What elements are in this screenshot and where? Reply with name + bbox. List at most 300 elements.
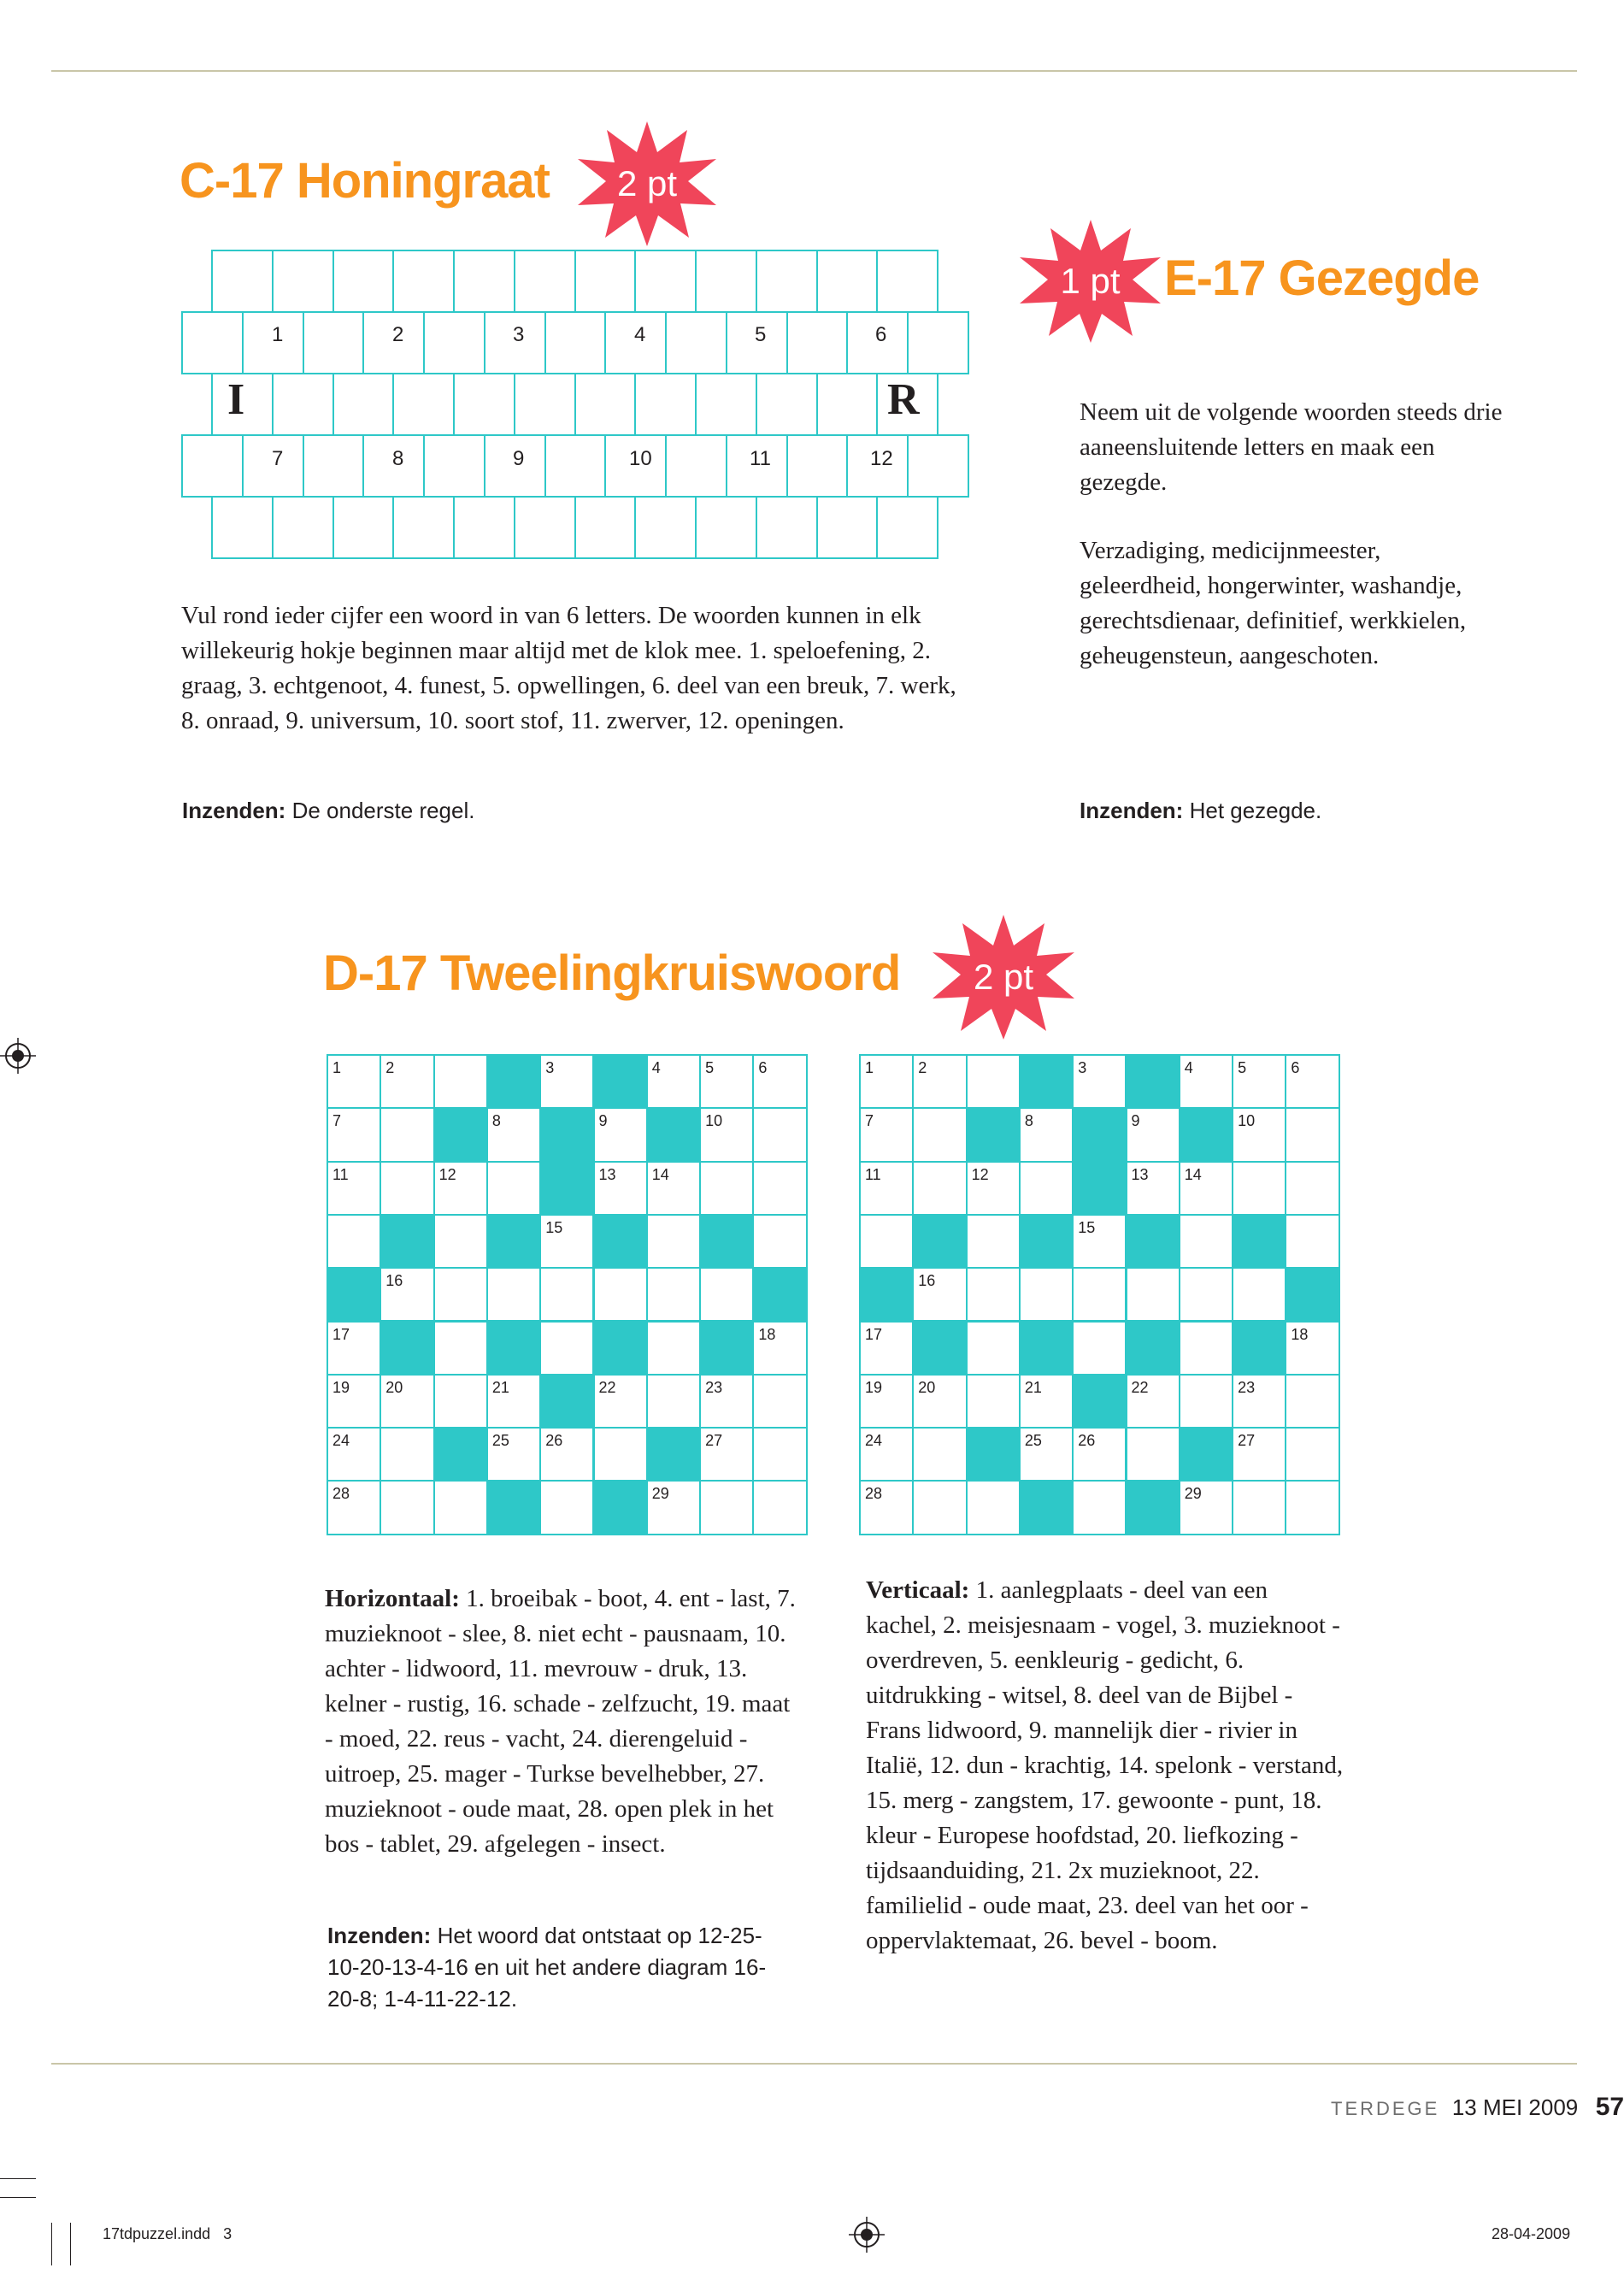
- crossword-number: 21: [491, 1378, 509, 1396]
- crossword-cell[interactable]: [1232, 1054, 1286, 1109]
- crossword-number: 24: [865, 1432, 883, 1450]
- crossword-cell[interactable]: [433, 1054, 488, 1109]
- crossword-cell[interactable]: [380, 1054, 434, 1109]
- crossword-cell[interactable]: [327, 1321, 381, 1376]
- c17-send-text: De onderste regel.: [291, 798, 475, 823]
- crossword-cell[interactable]: [593, 1161, 648, 1216]
- honeycomb-cell[interactable]: [392, 250, 455, 313]
- d17-points-badge: [927, 913, 1080, 1041]
- crossword-number: 29: [1184, 1485, 1202, 1503]
- crossword-cell[interactable]: [966, 1374, 1021, 1429]
- honeycomb-cell[interactable]: [665, 434, 727, 498]
- crop-mark-v: [51, 2223, 52, 2265]
- honeycomb-cell[interactable]: [514, 373, 576, 436]
- honeycomb-cell[interactable]: [272, 250, 334, 313]
- crossword-cell[interactable]: [859, 1480, 914, 1535]
- honeycomb-cell[interactable]: [332, 373, 395, 436]
- e17-intro: Neem uit de volgende woorden steeds drie aaneensluitende letters en maak een gezegde.: [1080, 398, 1503, 496]
- honeycomb-number: 12: [870, 447, 893, 470]
- crossword-number: 15: [1078, 1218, 1096, 1236]
- honeycomb-number: 2: [392, 323, 404, 346]
- honeycomb-cell[interactable]: [634, 496, 697, 559]
- crossword-cell[interactable]: [539, 1214, 594, 1269]
- honeycomb-cell[interactable]: [907, 311, 969, 374]
- crossword-cell[interactable]: [1072, 1321, 1127, 1376]
- crossword-cell[interactable]: [699, 1054, 754, 1109]
- crossword-cell[interactable]: [752, 1054, 807, 1109]
- crossword-number: 17: [865, 1325, 883, 1343]
- crossword-block: [380, 1214, 434, 1269]
- crossword-cell[interactable]: [380, 1161, 434, 1216]
- crossword-number: 13: [1131, 1165, 1149, 1183]
- honeycomb-cell[interactable]: [423, 434, 485, 498]
- crossword-number: 16: [918, 1272, 936, 1290]
- honeycomb-number: 6: [875, 323, 887, 346]
- crossword-block: [646, 1427, 701, 1482]
- crossword-block: [1179, 1427, 1233, 1482]
- crop-mark-v2: [70, 2223, 71, 2265]
- crossword-cell[interactable]: [1126, 1427, 1180, 1482]
- honeycomb-cell[interactable]: [181, 311, 244, 374]
- crossword-number: 2: [918, 1059, 927, 1076]
- crossword-cell[interactable]: [1232, 1374, 1286, 1429]
- honeycomb-cell[interactable]: [574, 250, 637, 313]
- crossword-cell[interactable]: [1285, 1161, 1339, 1216]
- crossword-cell[interactable]: [1072, 1427, 1127, 1482]
- crossword-cell[interactable]: [593, 1427, 648, 1482]
- crossword-cell[interactable]: [539, 1427, 594, 1482]
- crossword-cell[interactable]: [1019, 1427, 1074, 1482]
- crossword-cell[interactable]: [380, 1374, 434, 1429]
- crossword-block: [1072, 1107, 1127, 1162]
- honeycomb-cell[interactable]: [453, 373, 515, 436]
- crossword-cell[interactable]: [1285, 1480, 1339, 1535]
- crossword-cell[interactable]: [539, 1054, 594, 1109]
- crossword-cell[interactable]: [1179, 1054, 1233, 1109]
- crossword-block: [646, 1107, 701, 1162]
- crossword-cell[interactable]: [859, 1107, 914, 1162]
- honeycomb-cell[interactable]: [816, 496, 879, 559]
- honeycomb-cell[interactable]: [907, 434, 969, 498]
- crossword-cell[interactable]: [912, 1161, 967, 1216]
- crossword-grid-right: [859, 1054, 1339, 1534]
- crossword-cell[interactable]: [1072, 1267, 1127, 1322]
- crossword-block: [593, 1321, 648, 1376]
- honeycomb-cell[interactable]: [634, 373, 697, 436]
- crossword-grid-left: [327, 1054, 806, 1534]
- crossword-block: [433, 1107, 488, 1162]
- footer-date: 13 MEI 2009: [1451, 2094, 1579, 2120]
- crossword-block: [966, 1107, 1021, 1162]
- crossword-number: 2: [385, 1059, 395, 1076]
- crossword-cell[interactable]: [1232, 1480, 1286, 1535]
- crossword-cell[interactable]: [966, 1161, 1021, 1216]
- crossword-cell[interactable]: [1126, 1374, 1180, 1429]
- crossword-cell[interactable]: [1285, 1427, 1339, 1482]
- vertical-text: 1. aanlegplaats - deel van een kachel, 2. meisjesnaam - vogel, 3. muzieknoot - overdreven, 5. eenkleurig - gedicht, 6. uitdrukking - witsel, 8. deel van de Bijbel - Frans lidwoord, 9. mannelijk dier - rivier in Italië, 12. dun - krachtig, 14. spelonk - verstand, 15. merg - zangstem, 17. gewoonte - punt, 18. kleur - Europese hoofdstad, 20. liefkozing - tijdsaanduiding, 21. 2x muzieknoot, 22. familielid - oude maat, 23. deel van het oor - oppervlaktemaat, 26. bevel - boom.: [866, 1576, 1344, 1954]
- crossword-block: [752, 1267, 807, 1322]
- footer-magazine: TERDEGE: [1331, 2098, 1440, 2119]
- honeycomb-cell[interactable]: [756, 250, 818, 313]
- crossword-number: 29: [651, 1485, 669, 1503]
- crossword-number: 5: [705, 1059, 715, 1076]
- crossword-number: 17: [332, 1325, 350, 1343]
- slug-date: 28-04-2009: [1492, 2225, 1571, 2242]
- crossword-number: 16: [385, 1272, 403, 1290]
- crossword-number: 19: [332, 1378, 350, 1396]
- honeycomb-cell[interactable]: [695, 373, 757, 436]
- crossword-number: 23: [1238, 1378, 1256, 1396]
- crossword-number: 20: [918, 1378, 936, 1396]
- crossword-block: [1019, 1214, 1074, 1269]
- crossword-number: 11: [865, 1165, 881, 1183]
- honeycomb-cell[interactable]: [876, 496, 939, 559]
- crossword-block: [539, 1107, 594, 1162]
- crossword-cell[interactable]: [327, 1054, 381, 1109]
- crossword-cell[interactable]: [1285, 1321, 1339, 1376]
- crossword-cell[interactable]: [752, 1214, 807, 1269]
- crossword-cell[interactable]: [1232, 1427, 1286, 1482]
- crossword-cell[interactable]: [646, 1054, 701, 1109]
- d17-send: [327, 1920, 793, 2015]
- crossword-cell[interactable]: [433, 1374, 488, 1429]
- crossword-cell[interactable]: [646, 1374, 701, 1429]
- crossword-cell[interactable]: [699, 1267, 754, 1322]
- honeycomb-cell[interactable]: [574, 496, 637, 559]
- honeycomb-number: 11: [750, 447, 771, 470]
- crossword-cell[interactable]: [380, 1267, 434, 1322]
- honeycomb-number: 3: [513, 323, 525, 346]
- crossword-cell[interactable]: [912, 1374, 967, 1429]
- crossword-block: [593, 1480, 648, 1535]
- honeycomb-cell[interactable]: [544, 311, 607, 374]
- crossword-block: [1126, 1480, 1180, 1535]
- crossword-cell[interactable]: [327, 1374, 381, 1429]
- crossword-cell[interactable]: [327, 1107, 381, 1162]
- crossword-number: 3: [1078, 1059, 1087, 1076]
- honeycomb-cell[interactable]: [695, 250, 757, 313]
- honeycomb-cell[interactable]: [514, 250, 576, 313]
- honeycomb-cell[interactable]: [695, 496, 757, 559]
- crossword-number: 28: [332, 1485, 350, 1503]
- e17-send: [1080, 795, 1507, 827]
- c17-send: [182, 795, 951, 827]
- crossword-cell[interactable]: [380, 1427, 434, 1482]
- crossword-cell[interactable]: [327, 1161, 381, 1216]
- crossword-cell[interactable]: [1019, 1374, 1074, 1429]
- horizontal-label: Horizontaal:: [325, 1585, 460, 1612]
- honeycomb-cell[interactable]: [392, 496, 455, 559]
- crossword-number: 12: [971, 1165, 989, 1183]
- crossword-cell[interactable]: [752, 1427, 807, 1482]
- crossword-cell[interactable]: [966, 1321, 1021, 1376]
- crossword-number: 28: [865, 1485, 883, 1503]
- crossword-cell[interactable]: [859, 1427, 914, 1482]
- crossword-number: 8: [1024, 1112, 1033, 1130]
- crossword-cell[interactable]: [1072, 1480, 1127, 1535]
- crossword-block: [1179, 1107, 1233, 1162]
- crossword-cell[interactable]: [646, 1161, 701, 1216]
- crossword-cell[interactable]: [752, 1107, 807, 1162]
- crossword-cell[interactable]: [1285, 1374, 1339, 1429]
- crossword-block: [1285, 1267, 1339, 1322]
- crossword-block: [593, 1214, 648, 1269]
- crossword-cell[interactable]: [539, 1267, 594, 1322]
- crossword-number: 25: [491, 1432, 509, 1450]
- crossword-cell[interactable]: [1232, 1267, 1286, 1322]
- d17-send-text: Het woord dat ontstaat op 12-25-10-20-13-4-16 en uit het andere diagram 16-20-8; 1-4-11-22-12.: [327, 1923, 767, 2012]
- crossword-number: 25: [1024, 1432, 1042, 1450]
- crossword-block: [1019, 1054, 1074, 1109]
- crossword-cell[interactable]: [699, 1427, 754, 1482]
- honeycomb-cell[interactable]: [514, 496, 576, 559]
- crossword-cell[interactable]: [433, 1480, 488, 1535]
- crossword-number: 24: [332, 1432, 350, 1450]
- crossword-cell[interactable]: [1232, 1161, 1286, 1216]
- crossword-cell[interactable]: [593, 1267, 648, 1322]
- crossword-cell[interactable]: [1285, 1107, 1339, 1162]
- crossword-cell[interactable]: [1179, 1214, 1233, 1269]
- crossword-block: [912, 1214, 967, 1269]
- crossword-cell[interactable]: [1019, 1107, 1074, 1162]
- crossword-number: 18: [758, 1325, 776, 1343]
- crossword-number: 14: [651, 1165, 669, 1183]
- honeycomb-cell[interactable]: [332, 496, 395, 559]
- crossword-cell[interactable]: [327, 1427, 381, 1482]
- honeycomb-cell[interactable]: [303, 434, 365, 498]
- honeycomb-number: 1: [272, 323, 284, 346]
- crossword-cell[interactable]: [646, 1321, 701, 1376]
- crossword-cell[interactable]: [1019, 1161, 1074, 1216]
- crossword-cell[interactable]: [1285, 1054, 1339, 1109]
- slug-file: 17tdpuzzel.indd 3: [103, 2225, 232, 2242]
- crossword-number: 1: [865, 1059, 874, 1076]
- c17-title: C-17 Honingraat: [179, 153, 550, 209]
- crossword-number: 11: [332, 1165, 349, 1183]
- crossword-number: 4: [1184, 1059, 1193, 1076]
- honeycomb-cell[interactable]: [756, 496, 818, 559]
- crossword-number: 12: [438, 1165, 456, 1183]
- honeycomb-cell[interactable]: [756, 373, 818, 436]
- crossword-cell[interactable]: [966, 1480, 1021, 1535]
- honeycomb-cell[interactable]: [876, 250, 939, 313]
- honeycomb-cell[interactable]: [816, 373, 879, 436]
- honeycomb-cell[interactable]: [544, 434, 607, 498]
- crossword-cell[interactable]: [912, 1107, 967, 1162]
- e17-send-label: Inzenden:: [1080, 798, 1184, 823]
- crossword-number: 9: [598, 1112, 608, 1130]
- crossword-block: [912, 1321, 967, 1376]
- crossword-number: 21: [1024, 1378, 1042, 1396]
- honeycomb-cell[interactable]: [665, 311, 727, 374]
- d17-points-text: 2 pt: [973, 957, 1034, 997]
- top-rule: [51, 70, 1577, 72]
- crossword-number: 6: [1291, 1059, 1300, 1076]
- honeycomb-cell[interactable]: [272, 496, 334, 559]
- crossword-number: 18: [1291, 1325, 1309, 1343]
- crossword-number: 5: [1238, 1059, 1247, 1076]
- crossword-cell[interactable]: [646, 1480, 701, 1535]
- crossword-cell[interactable]: [539, 1321, 594, 1376]
- crossword-cell[interactable]: [1285, 1214, 1339, 1269]
- e17-points-text: 1 pt: [1060, 261, 1121, 301]
- crossword-cell[interactable]: [539, 1480, 594, 1535]
- crossword-number: 7: [865, 1112, 874, 1130]
- crossword-number: 4: [651, 1059, 661, 1076]
- crossword-cell[interactable]: [1019, 1267, 1074, 1322]
- d17-title: D-17 Tweelingkruiswoord: [323, 946, 901, 1001]
- crossword-number: 22: [598, 1378, 616, 1396]
- honeycomb-cell[interactable]: [453, 250, 515, 313]
- crossword-cell[interactable]: [859, 1161, 914, 1216]
- crossword-block: [966, 1427, 1021, 1482]
- crossword-cell[interactable]: [752, 1374, 807, 1429]
- crossword-block: [486, 1054, 541, 1109]
- honeycomb-cell[interactable]: [786, 434, 849, 498]
- crossword-number: 9: [1131, 1112, 1140, 1130]
- crossword-cell[interactable]: [859, 1321, 914, 1376]
- crossword-cell[interactable]: [912, 1267, 967, 1322]
- c17-instructions: Vul rond ieder cijfer een woord in van 6 letters. De woorden kunnen in elk willekeurig hokje beginnen maar altijd met de klok mee. 1. speloefening, 2. graag, 3. echtgenoot, 4. funest, 5. opwellingen, 6. deel van een breuk, 7. werk, 8. onraad, 9. universum, 10. soort stof, 11. zwerver, 12. openingen.: [181, 602, 956, 734]
- honeycomb-cell[interactable]: [181, 434, 244, 498]
- honeycomb-letter-right: R: [887, 375, 920, 424]
- crossword-cell[interactable]: [699, 1374, 754, 1429]
- honeycomb-cell[interactable]: [211, 250, 274, 313]
- crossword-block: [1126, 1054, 1180, 1109]
- footer: [1331, 2093, 1624, 2122]
- crossword-cell[interactable]: [1232, 1107, 1286, 1162]
- crossword-cell[interactable]: [966, 1054, 1021, 1109]
- crossword-cell[interactable]: [1126, 1161, 1180, 1216]
- crossword-block: [433, 1427, 488, 1482]
- honeycomb-cell[interactable]: [634, 250, 697, 313]
- crossword-cell[interactable]: [593, 1107, 648, 1162]
- honeycomb-cell[interactable]: [423, 311, 485, 374]
- crossword-block: [380, 1321, 434, 1376]
- crossword-cell[interactable]: [912, 1427, 967, 1482]
- crossword-cell[interactable]: [433, 1214, 488, 1269]
- crossword-cell[interactable]: [1179, 1267, 1233, 1322]
- crossword-number: 22: [1131, 1378, 1149, 1396]
- honeycomb-cell[interactable]: [392, 373, 455, 436]
- e17-points-badge: [1015, 218, 1165, 345]
- crossword-cell[interactable]: [646, 1267, 701, 1322]
- crossword-block: [1126, 1321, 1180, 1376]
- crossword-cell[interactable]: [327, 1214, 381, 1269]
- crossword-block: [486, 1480, 541, 1535]
- honeycomb-number: 9: [513, 447, 525, 470]
- crop-mark-h2: [0, 2197, 36, 2198]
- crossword-cell[interactable]: [699, 1161, 754, 1216]
- honeycomb-cell[interactable]: [453, 496, 515, 559]
- honeycomb-cell[interactable]: [574, 373, 637, 436]
- crossword-block: [539, 1161, 594, 1216]
- crossword-block: [1126, 1214, 1180, 1269]
- d17-horizontal-clues: [325, 1582, 799, 1862]
- c17-points-badge: [574, 120, 720, 248]
- honeycomb-cell[interactable]: [272, 373, 334, 436]
- crossword-number: 10: [705, 1112, 723, 1130]
- crossword-cell[interactable]: [752, 1321, 807, 1376]
- horizontal-text: 1. broeibak - boot, 4. ent - last, 7. muzieknoot - slee, 8. niet echt - pausnaam, 10. achter - lidwoord, 11. mevrouw - druk, 13. kelner - rustig, 16. schade - zelfzucht, 19. maat - moed, 22. reus - vacht, 24. dierengeluid - uitroep, 25. mager - Turkse bevelhebber, 27. muzieknoot - oude maat, 28. open plek in het bos - tablet, 29. afgelegen - insect.: [325, 1585, 796, 1858]
- crossword-cell[interactable]: [966, 1214, 1021, 1269]
- crossword-cell[interactable]: [752, 1161, 807, 1216]
- crossword-cell[interactable]: [486, 1107, 541, 1162]
- crop-mark-h: [0, 2178, 36, 2179]
- crossword-block: [699, 1321, 754, 1376]
- crossword-cell[interactable]: [1072, 1214, 1127, 1269]
- c17-points-text: 2 pt: [616, 163, 678, 203]
- honeycomb-cell[interactable]: [303, 311, 365, 374]
- crossword-cell[interactable]: [966, 1267, 1021, 1322]
- crossword-block: [1019, 1480, 1074, 1535]
- footer-page: 57: [1595, 2093, 1624, 2121]
- crossword-number: 20: [385, 1378, 403, 1396]
- e17-title: E-17 Gezegde: [1164, 250, 1480, 306]
- crossword-cell[interactable]: [380, 1107, 434, 1162]
- crossword-cell[interactable]: [1179, 1374, 1233, 1429]
- crossword-cell[interactable]: [1179, 1480, 1233, 1535]
- crossword-cell[interactable]: [859, 1374, 914, 1429]
- crossword-cell[interactable]: [433, 1321, 488, 1376]
- crossword-number: 26: [1078, 1432, 1096, 1450]
- e17-words: Verzadiging, medicijnmeester, geleerdheid, hongerwinter, washandje, gerechtsdienaar, definitief, werkkielen, geheugensteun, aangeschoten.: [1080, 537, 1467, 669]
- honeycomb-number: 10: [629, 447, 652, 470]
- crossword-cell[interactable]: [699, 1107, 754, 1162]
- crossword-cell[interactable]: [646, 1214, 701, 1269]
- crossword-block: [1072, 1374, 1127, 1429]
- honeycomb-cell[interactable]: [332, 250, 395, 313]
- crossword-cell[interactable]: [1179, 1321, 1233, 1376]
- registration-mark-bottom: [849, 2217, 885, 2253]
- crossword-cell[interactable]: [1126, 1267, 1180, 1322]
- crossword-cell[interactable]: [1126, 1107, 1180, 1162]
- crossword-cell[interactable]: [859, 1214, 914, 1269]
- crossword-number: 27: [705, 1432, 723, 1450]
- crossword-cell[interactable]: [912, 1480, 967, 1535]
- crossword-number: 3: [545, 1059, 555, 1076]
- honeycomb-cell[interactable]: [211, 496, 274, 559]
- crossword-number: 26: [545, 1432, 563, 1450]
- d17-vertical-clues: [866, 1573, 1345, 1959]
- crossword-cell[interactable]: [327, 1480, 381, 1535]
- honeycomb-number: 4: [634, 323, 646, 346]
- crossword-cell[interactable]: [380, 1480, 434, 1535]
- crossword-cell[interactable]: [593, 1374, 648, 1429]
- crossword-cell[interactable]: [1179, 1161, 1233, 1216]
- crossword-number: 15: [545, 1218, 563, 1236]
- crossword-cell[interactable]: [912, 1054, 967, 1109]
- crossword-cell[interactable]: [1072, 1054, 1127, 1109]
- crossword-cell[interactable]: [433, 1267, 488, 1322]
- crossword-cell[interactable]: [486, 1161, 541, 1216]
- crossword-cell[interactable]: [752, 1480, 807, 1535]
- crossword-number: 13: [598, 1165, 616, 1183]
- honeycomb-number: 5: [755, 323, 767, 346]
- honeycomb-cell[interactable]: [786, 311, 849, 374]
- crossword-cell[interactable]: [859, 1054, 914, 1109]
- c17-send-label: Inzenden:: [182, 798, 286, 823]
- d17-send-label: Inzenden:: [327, 1923, 432, 1948]
- crossword-cell[interactable]: [433, 1161, 488, 1216]
- crossword-cell[interactable]: [486, 1427, 541, 1482]
- crossword-block: [1019, 1321, 1074, 1376]
- crossword-block: [1072, 1161, 1127, 1216]
- crossword-cell[interactable]: [486, 1267, 541, 1322]
- crossword-cell[interactable]: [699, 1480, 754, 1535]
- honeycomb-cell[interactable]: [816, 250, 879, 313]
- crossword-cell[interactable]: [486, 1374, 541, 1429]
